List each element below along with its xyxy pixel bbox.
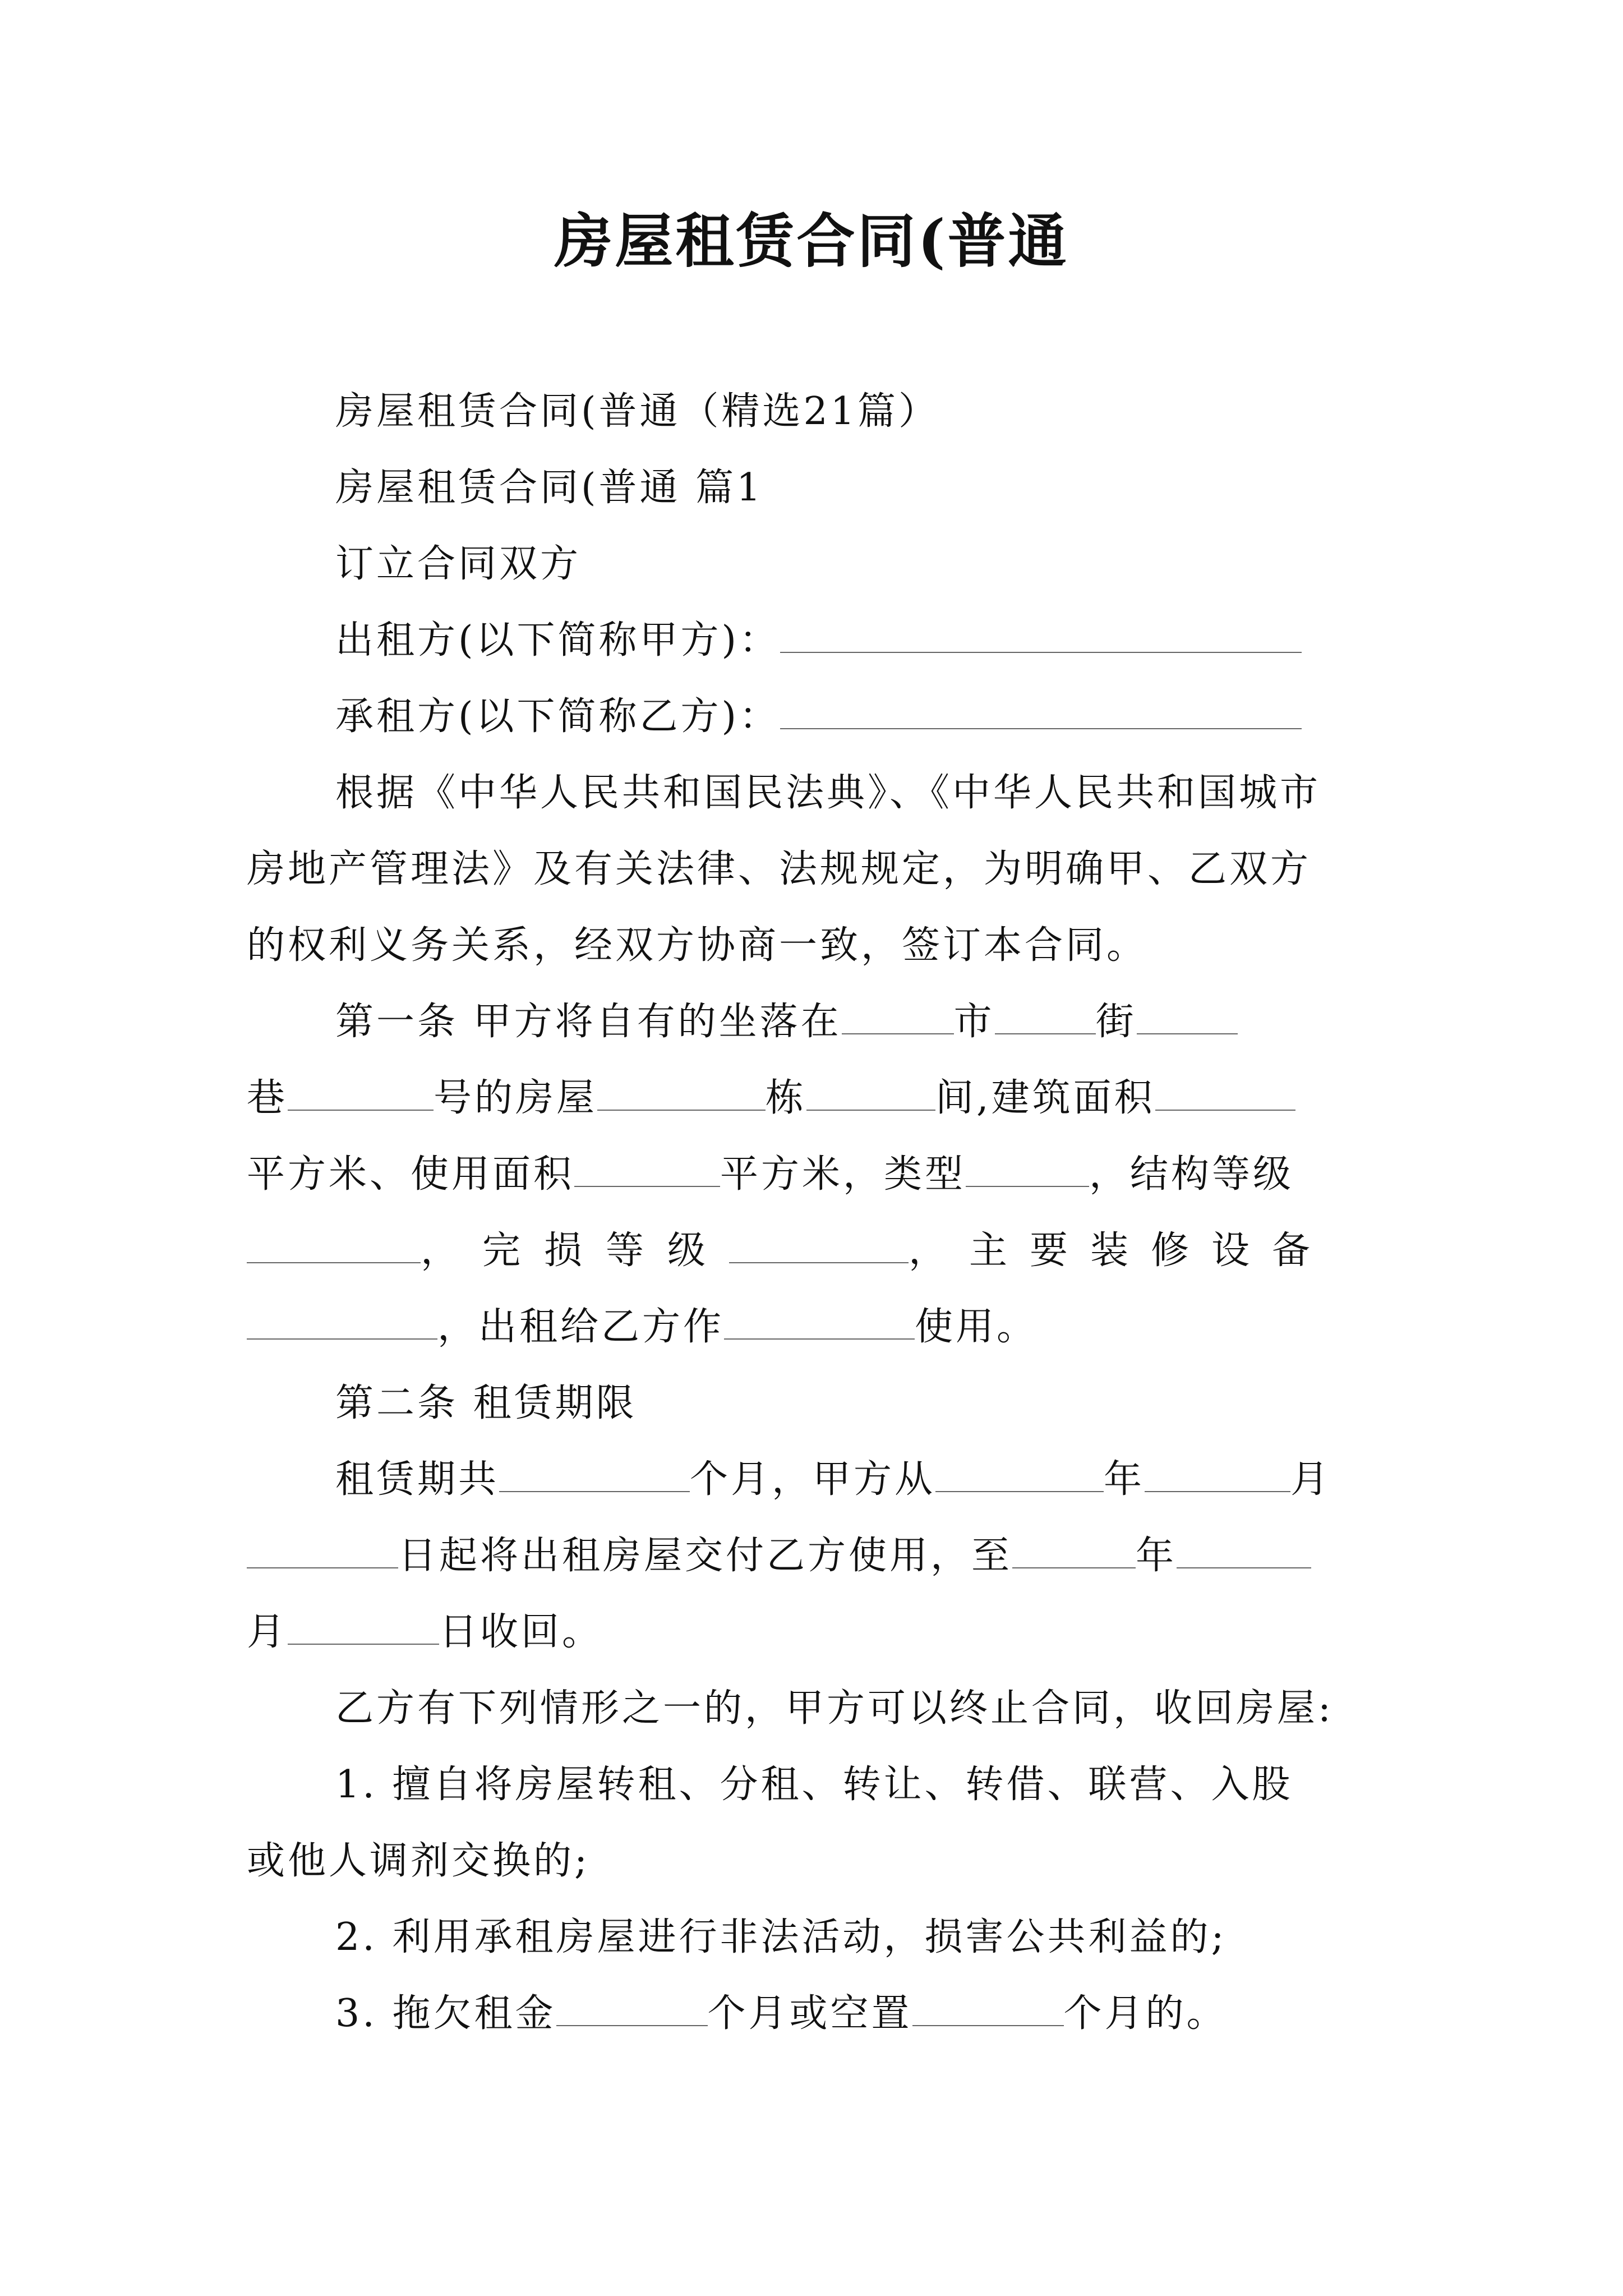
article-1-line-2 — [247, 1070, 1295, 1126]
text: 年 — [1104, 1457, 1145, 1502]
text: 月 — [1290, 1457, 1332, 1502]
blank-field — [1177, 1528, 1311, 1568]
text: ，出租给乙方作 — [437, 1305, 725, 1349]
text: 巷 — [247, 1076, 288, 1120]
text: 2. 利用承租房屋进行非法活动，损害公共利益的; — [335, 1915, 1227, 1959]
blank-field — [935, 1452, 1104, 1492]
text: 第一条 甲方将自有的坐落在 — [335, 1000, 842, 1044]
blank-field — [806, 1070, 935, 1111]
blank-field — [912, 1986, 1064, 2026]
blank-field — [724, 1299, 915, 1340]
text: 栋 — [766, 1076, 807, 1120]
text: ，结构等级 — [1089, 1152, 1294, 1197]
termination-item-3 — [335, 1986, 1228, 2042]
text: 1. 擅自将房屋转租、分租、转让、转借、联营、入股 — [335, 1763, 1293, 1807]
paragraph-chapter — [335, 460, 763, 516]
text: 或他人调剂交换的; — [247, 1839, 590, 1883]
text: 间,建筑面积 — [935, 1076, 1155, 1120]
text: 房地产管理法》及有关法律、法规规定，为明确甲、乙双方 — [247, 847, 1312, 891]
text: 订立合同双方 — [335, 542, 582, 586]
text: 使用。 — [915, 1305, 1038, 1349]
text: 日收回。 — [439, 1610, 603, 1654]
blank-field — [247, 1299, 437, 1340]
text: 号的房屋 — [434, 1076, 598, 1120]
blank-field — [966, 1147, 1089, 1187]
blank-field — [288, 1070, 434, 1111]
text: 市 — [953, 1000, 995, 1044]
blank-field — [729, 1223, 909, 1263]
blank-field — [556, 1986, 708, 2026]
blank-field — [1145, 1452, 1290, 1492]
blank-field — [574, 1147, 720, 1187]
termination-item-2 — [335, 1910, 1227, 1966]
article-1-line-5 — [247, 1299, 1038, 1355]
document-title: 房屋租赁合同(普通 — [554, 206, 1069, 275]
blank-field — [842, 994, 954, 1034]
blank-field — [597, 1070, 766, 1111]
text: 根据《中华人民共和国民法典》、《中华人民共和国城市 — [335, 771, 1321, 815]
text: 个月或空置 — [707, 1991, 912, 2036]
text: 出租方(以下简称甲方)： — [335, 618, 781, 662]
paragraph-lessee — [335, 689, 1302, 745]
text: 年 — [1136, 1534, 1177, 1578]
text: 第二条 租赁期限 — [335, 1381, 637, 1425]
article-2-line-1 — [335, 1452, 1331, 1508]
text: 房屋租赁合同(普通（精选21篇） — [335, 389, 940, 434]
termination-item-1-line-2 — [247, 1833, 590, 1889]
text: 个月，甲方从 — [690, 1457, 936, 1502]
text: ，完损等级 — [421, 1228, 730, 1273]
article-2-line-3 — [247, 1604, 603, 1660]
article-1-line-3 — [247, 1147, 1294, 1203]
text: 平方米、使用面积 — [247, 1152, 575, 1197]
text: 房屋租赁合同(普通 篇1 — [335, 466, 764, 510]
text: 的权利义务关系，经双方协商一致，签订本合同。 — [247, 923, 1148, 968]
blank-field — [780, 689, 1302, 729]
paragraph-lessor — [335, 613, 1302, 669]
text: ，主要装修设备 — [909, 1228, 1333, 1273]
blank-field — [499, 1452, 690, 1492]
paragraph-subtitle — [335, 384, 939, 440]
termination-item-1-line-1 — [335, 1757, 1293, 1813]
paragraph-basis-2 — [247, 841, 1311, 898]
termination-intro — [335, 1681, 1334, 1737]
blank-field — [995, 994, 1096, 1034]
text: 街 — [1095, 1000, 1137, 1044]
blank-field — [288, 1604, 439, 1645]
paragraph-basis-1 — [335, 765, 1321, 821]
blank-field — [1155, 1070, 1295, 1111]
article-1-line-4 — [247, 1223, 1332, 1279]
text: 月 — [247, 1610, 288, 1654]
text: 3. 拖欠租金 — [335, 1991, 556, 2036]
text: 个月的。 — [1063, 1991, 1228, 2036]
text: 平方米，类型 — [720, 1152, 966, 1197]
blank-field — [247, 1528, 398, 1568]
article-1-line-1 — [335, 994, 1238, 1050]
article-2-line-2 — [247, 1528, 1311, 1584]
blank-field — [780, 613, 1302, 653]
article-2-heading — [335, 1375, 637, 1432]
text: 租赁期共 — [335, 1457, 500, 1502]
text: 日起将出租房屋交付乙方使用，至 — [398, 1534, 1013, 1578]
text: 乙方有下列情形之一的，甲方可以终止合同，收回房屋: — [335, 1686, 1334, 1731]
paragraph-parties-heading — [335, 536, 581, 592]
text: 承租方(以下简称乙方)： — [335, 694, 781, 739]
blank-field — [247, 1223, 421, 1263]
paragraph-basis-3 — [247, 918, 1147, 974]
blank-field — [1012, 1528, 1136, 1568]
blank-field — [1137, 994, 1238, 1034]
